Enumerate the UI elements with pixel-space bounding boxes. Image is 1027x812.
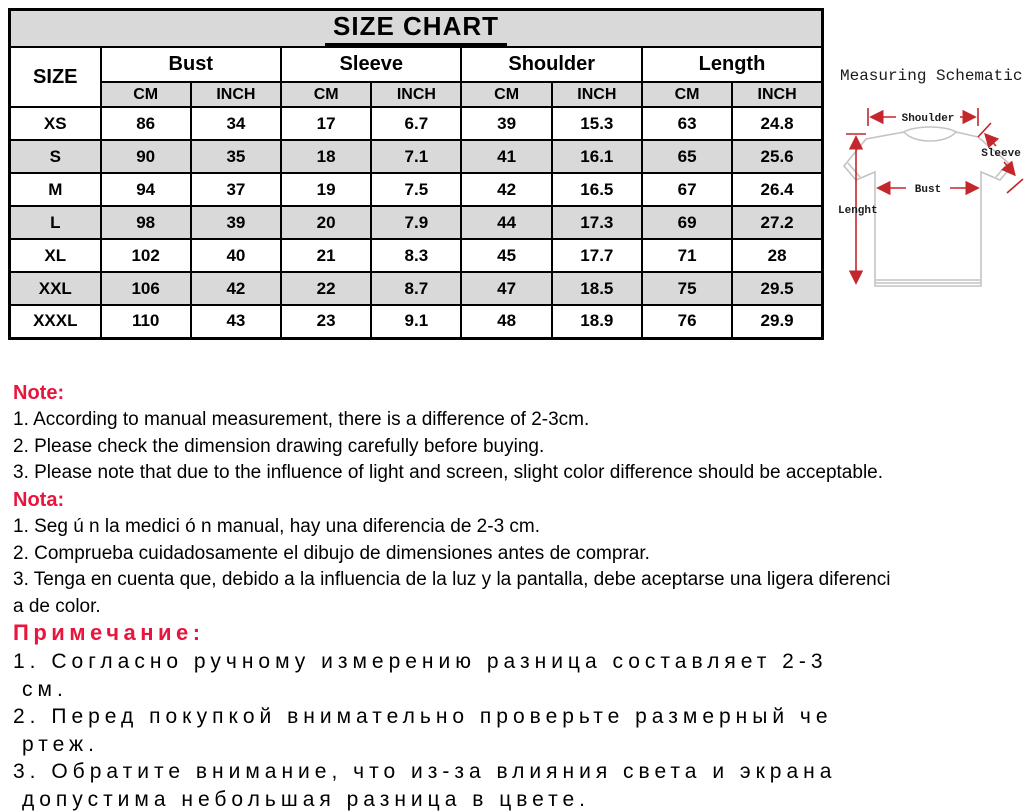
value-cell: 110 bbox=[101, 305, 191, 338]
size-cell: M bbox=[10, 173, 101, 206]
column-header-shoulder: Shoulder bbox=[461, 47, 641, 82]
value-cell: 75 bbox=[642, 272, 732, 305]
value-cell: 26.4 bbox=[732, 173, 822, 206]
notes-english-section bbox=[13, 381, 883, 487]
value-cell: 19 bbox=[281, 173, 371, 206]
shoulder-label: Shoulder bbox=[901, 113, 955, 125]
tshirt-measuring-diagram bbox=[838, 96, 1025, 308]
value-cell: 17.3 bbox=[552, 206, 642, 239]
value-cell: 28 bbox=[732, 239, 822, 272]
value-cell: 25.6 bbox=[732, 140, 822, 173]
table-group-header-row bbox=[10, 47, 823, 82]
value-cell: 16.1 bbox=[552, 140, 642, 173]
table-row bbox=[10, 272, 823, 305]
unit-header-cm: CM bbox=[642, 82, 732, 107]
value-cell: 69 bbox=[642, 206, 732, 239]
table-row bbox=[10, 305, 823, 338]
note-line: 1. Согласно ручному измерению разница составляет 2-3 bbox=[13, 650, 828, 673]
table-row bbox=[10, 206, 823, 239]
size-cell: XL bbox=[10, 239, 101, 272]
note-line: a de color. bbox=[13, 595, 101, 617]
note-line: 2. Please check the dimension drawing carefully before buying. bbox=[13, 435, 545, 457]
size-cell: S bbox=[10, 140, 101, 173]
note-heading-en: Note: bbox=[13, 382, 65, 404]
table-unit-header-row bbox=[10, 82, 823, 107]
unit-header-inch: INCH bbox=[552, 82, 642, 107]
table-title-row bbox=[10, 10, 823, 48]
column-header-length: Length bbox=[642, 47, 823, 82]
value-cell: 21 bbox=[281, 239, 371, 272]
value-cell: 39 bbox=[461, 107, 551, 140]
size-cell: XS bbox=[10, 107, 101, 140]
value-cell: 22 bbox=[281, 272, 371, 305]
value-cell: 47 bbox=[461, 272, 551, 305]
value-cell: 20 bbox=[281, 206, 371, 239]
value-cell: 34 bbox=[191, 107, 281, 140]
value-cell: 7.1 bbox=[371, 140, 461, 173]
value-cell: 102 bbox=[101, 239, 191, 272]
value-cell: 16.5 bbox=[552, 173, 642, 206]
value-cell: 37 bbox=[191, 173, 281, 206]
unit-header-inch: INCH bbox=[191, 82, 281, 107]
value-cell: 9.1 bbox=[371, 305, 461, 338]
size-cell: XXXL bbox=[10, 305, 101, 338]
table-row bbox=[10, 173, 823, 206]
value-cell: 44 bbox=[461, 206, 551, 239]
note-line: 3. Tenga en cuenta que, debido a la influencia de la luz y la pantalla, debe aceptarse una ligera diferenci bbox=[13, 569, 891, 590]
value-cell: 41 bbox=[461, 140, 551, 173]
value-cell: 63 bbox=[642, 107, 732, 140]
schematic-title: Measuring Schematic bbox=[840, 67, 1023, 85]
notes-russian-section bbox=[13, 619, 836, 812]
note-heading-ru: Примечание: bbox=[13, 620, 205, 645]
value-cell: 29.5 bbox=[732, 272, 822, 305]
value-cell: 48 bbox=[461, 305, 551, 338]
value-cell: 18 bbox=[281, 140, 371, 173]
column-header-sleeve: Sleeve bbox=[281, 47, 461, 82]
bust-label: Bust bbox=[914, 184, 942, 196]
value-cell: 27.2 bbox=[732, 206, 822, 239]
value-cell: 15.3 bbox=[552, 107, 642, 140]
value-cell: 6.7 bbox=[371, 107, 461, 140]
value-cell: 24.8 bbox=[732, 107, 822, 140]
column-header-bust: Bust bbox=[101, 47, 281, 82]
value-cell: 18.5 bbox=[552, 272, 642, 305]
value-cell: 17 bbox=[281, 107, 371, 140]
value-cell: 7.5 bbox=[371, 173, 461, 206]
value-cell: 29.9 bbox=[732, 305, 822, 338]
size-cell: XXL bbox=[10, 272, 101, 305]
value-cell: 43 bbox=[191, 305, 281, 338]
note-line: 1. According to manual measurement, there is a difference of 2-3cm. bbox=[13, 409, 590, 430]
unit-header-cm: CM bbox=[101, 82, 191, 107]
unit-header-cm: CM bbox=[461, 82, 551, 107]
value-cell: 35 bbox=[191, 140, 281, 173]
value-cell: 76 bbox=[642, 305, 732, 338]
note-line: 3. Обратите внимание, что из-за влияния света и экрана bbox=[13, 760, 837, 783]
note-line: 1. Seg ú n la medici ó n manual, hay una diferencia de 2-3 cm. bbox=[13, 516, 541, 537]
note-heading-es: Nota: bbox=[13, 489, 65, 511]
table-row bbox=[10, 239, 823, 272]
value-cell: 8.7 bbox=[371, 272, 461, 305]
value-cell: 71 bbox=[642, 239, 732, 272]
note-line: 3. Please note that due to the influence of light and screen, slight color difference should be acceptable. bbox=[13, 462, 884, 483]
unit-header-cm: CM bbox=[281, 82, 371, 107]
value-cell: 7.9 bbox=[371, 206, 461, 239]
length-label: Lenght bbox=[838, 205, 878, 217]
notes-spanish-section bbox=[13, 488, 890, 620]
table-row bbox=[10, 107, 823, 140]
value-cell: 86 bbox=[101, 107, 191, 140]
note-line: см. bbox=[22, 677, 68, 701]
value-cell: 42 bbox=[461, 173, 551, 206]
value-cell: 8.3 bbox=[371, 239, 461, 272]
value-cell: 23 bbox=[281, 305, 371, 338]
value-cell: 39 bbox=[191, 206, 281, 239]
value-cell: 94 bbox=[101, 173, 191, 206]
value-cell: 106 bbox=[101, 272, 191, 305]
unit-header-inch: INCH bbox=[732, 82, 822, 107]
size-chart-table bbox=[8, 8, 824, 340]
value-cell: 17.7 bbox=[552, 239, 642, 272]
note-line: 2. Перед покупкой внимательно проверьте размерный че bbox=[13, 705, 833, 728]
sleeve-label: Sleeve bbox=[981, 148, 1021, 160]
value-cell: 90 bbox=[101, 140, 191, 173]
value-cell: 18.9 bbox=[552, 305, 642, 338]
value-cell: 98 bbox=[101, 206, 191, 239]
value-cell: 65 bbox=[642, 140, 732, 173]
size-cell: L bbox=[10, 206, 101, 239]
column-header-size: SIZE bbox=[10, 47, 101, 107]
value-cell: 45 bbox=[461, 239, 551, 272]
note-line: ртеж. bbox=[22, 732, 99, 756]
value-cell: 67 bbox=[642, 173, 732, 206]
value-cell: 42 bbox=[191, 272, 281, 305]
note-line: 2. Comprueba cuidadosamente el dibujo de dimensiones antes de comprar. bbox=[13, 542, 650, 564]
value-cell: 40 bbox=[191, 239, 281, 272]
note-line: допустима небольшая разница в цвете. bbox=[22, 787, 591, 811]
unit-header-inch: INCH bbox=[371, 82, 461, 107]
table-row bbox=[10, 140, 823, 173]
size-chart-title: SIZE CHART bbox=[10, 10, 823, 48]
